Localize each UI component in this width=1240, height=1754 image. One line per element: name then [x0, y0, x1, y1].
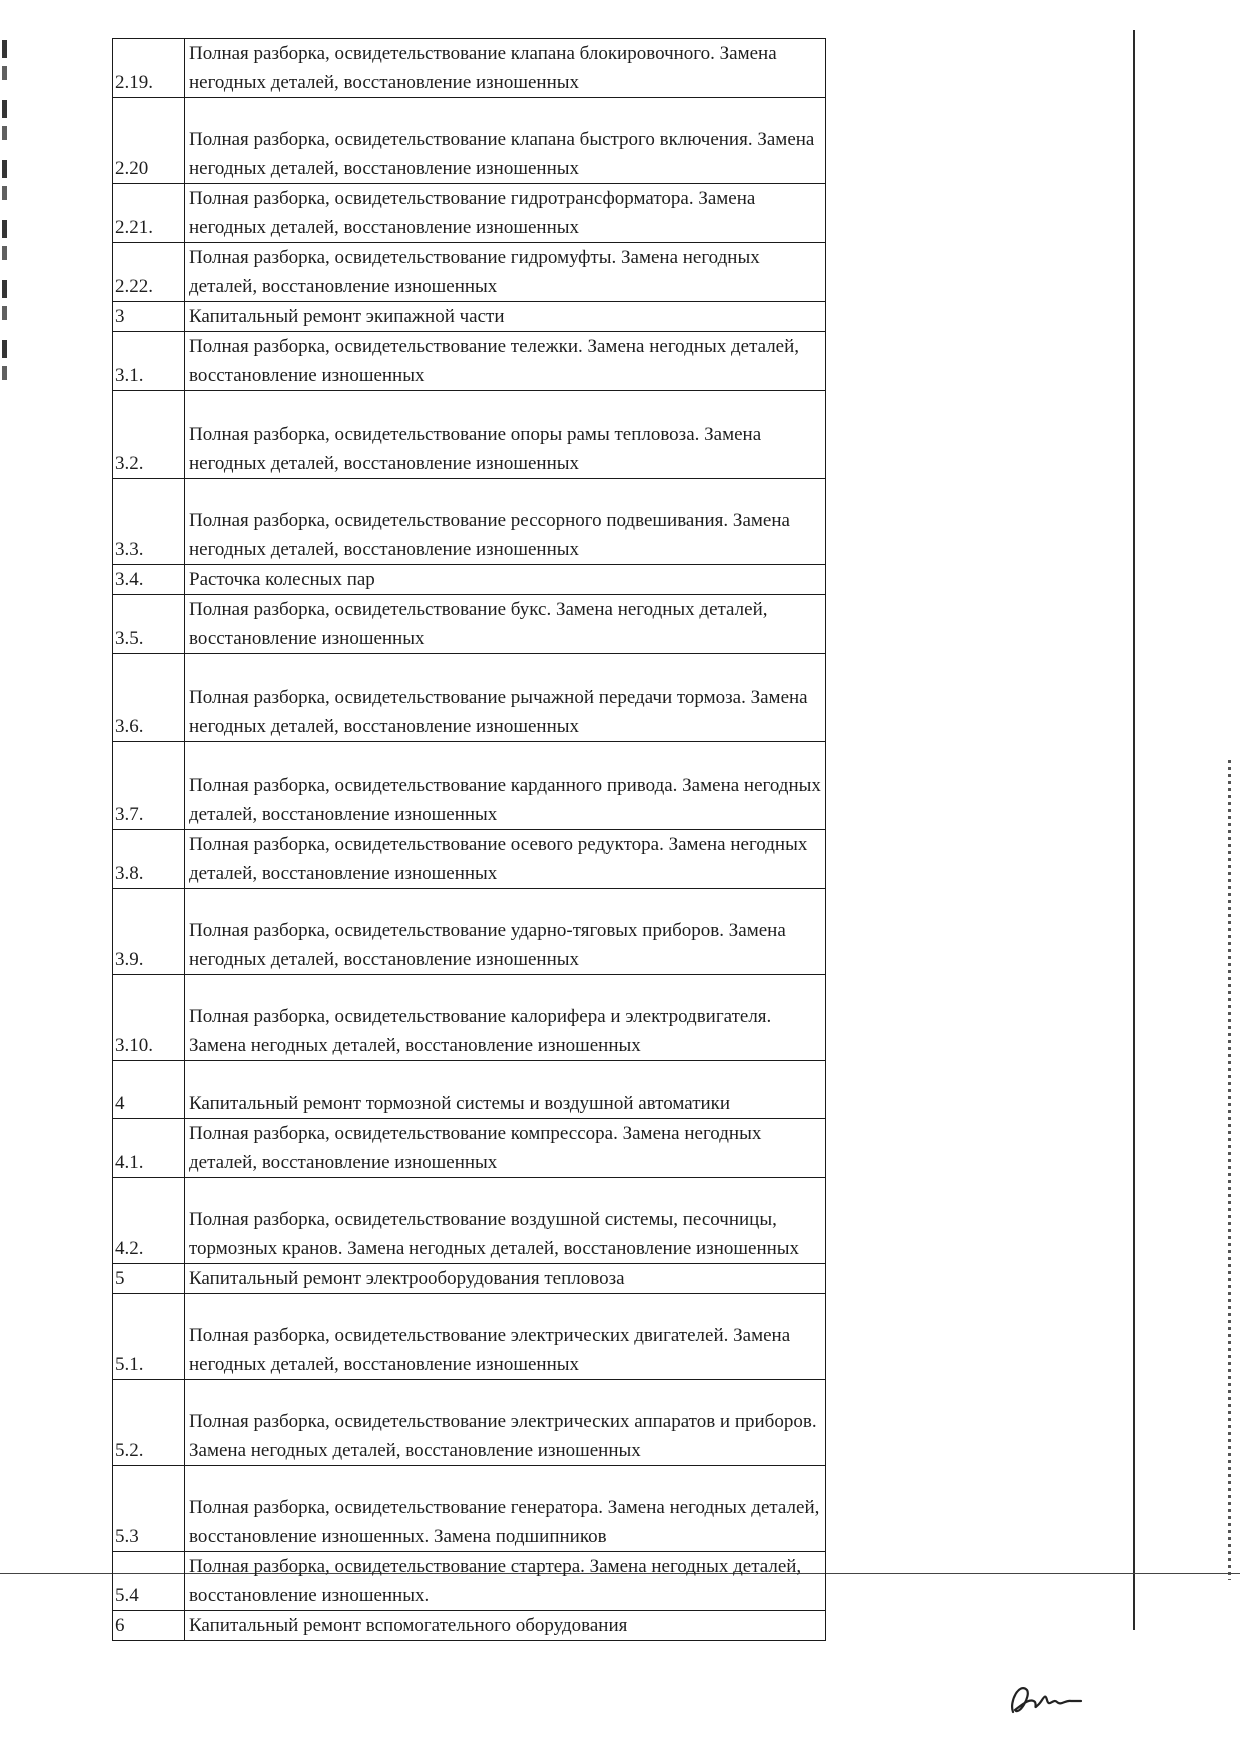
- item-number: 3.3.: [113, 479, 185, 565]
- table-row: [113, 1380, 826, 1466]
- item-number: 5.3: [113, 1466, 185, 1552]
- item-number: 5.1.: [113, 1294, 185, 1380]
- table-row: [113, 332, 826, 391]
- item-description: Полная разборка, освидетельствование гидротрансформатора. Замена негодных деталей, восстановление изношенных: [185, 184, 826, 243]
- table-row: [113, 1061, 826, 1119]
- item-description: Капитальный ремонт электрооборудования тепловоза: [185, 1264, 826, 1294]
- item-description: Полная разборка, освидетельствование электрических аппаратов и приборов. Замена негодных деталей, восстановление изношенных: [185, 1380, 826, 1466]
- table-row: [113, 479, 826, 565]
- item-number: 3.5.: [113, 595, 185, 654]
- table-row: [113, 1119, 826, 1178]
- item-description: Полная разборка, освидетельствование генератора. Замена негодных деталей, восстановление изношенных. Замена подшипников: [185, 1466, 826, 1552]
- item-description: Капитальный ремонт вспомогательного оборудования: [185, 1611, 826, 1641]
- table-row: [113, 1466, 826, 1552]
- item-description: Полная разборка, освидетельствование карданного привода. Замена негодных деталей, восстановление изношенных: [185, 742, 826, 830]
- item-description: Полная разборка, освидетельствование тележки. Замена негодных деталей, восстановление изношенных: [185, 332, 826, 391]
- item-description: Полная разборка, освидетельствование гидромуфты. Замена негодных деталей, восстановление изношенных: [185, 243, 826, 302]
- item-description: Полная разборка, освидетельствование калорифера и электродвигателя. Замена негодных деталей, восстановление изношенных: [185, 975, 826, 1061]
- table-row: [113, 654, 826, 742]
- item-description: Полная разборка, освидетельствование опоры рамы тепловоза. Замена негодных деталей, восстановление изношенных: [185, 391, 826, 479]
- item-number: 2.22.: [113, 243, 185, 302]
- item-description: Полная разборка, освидетельствование ударно-тяговых приборов. Замена негодных деталей, восстановление изношенных: [185, 889, 826, 975]
- item-number: 3.7.: [113, 742, 185, 830]
- table-row: [113, 1264, 826, 1294]
- signature-mark: [1005, 1672, 1085, 1722]
- item-number: 3.9.: [113, 889, 185, 975]
- table-row: [113, 889, 826, 975]
- table-row: [113, 565, 826, 595]
- item-description: Полная разборка, освидетельствование воздушной системы, песочницы, тормозных кранов. Замена негодных деталей, восстановление изношенных: [185, 1178, 826, 1264]
- table-row: [113, 39, 826, 98]
- item-description: Полная разборка, освидетельствование стартера. Замена негодных деталей, восстановление изношенных.: [185, 1552, 826, 1611]
- table-row: [113, 595, 826, 654]
- table-row: [113, 1552, 826, 1611]
- item-description: Полная разборка, освидетельствование клапана быстрого включения. Замена негодных деталей, восстановление изношенных: [185, 98, 826, 184]
- item-number: 3.4.: [113, 565, 185, 595]
- item-number: 3.2.: [113, 391, 185, 479]
- item-number: 2.20: [113, 98, 185, 184]
- item-number: 4: [113, 1061, 185, 1119]
- item-number: 2.21.: [113, 184, 185, 243]
- item-description: Полная разборка, освидетельствование букс. Замена негодных деталей, восстановление изношенных: [185, 595, 826, 654]
- repair-works-table: [112, 38, 826, 1641]
- item-number: 4.2.: [113, 1178, 185, 1264]
- item-number: 6: [113, 1611, 185, 1641]
- scan-edge-artifact: [2, 40, 7, 400]
- item-number: 3.6.: [113, 654, 185, 742]
- item-description: Расточка колесных пар: [185, 565, 826, 595]
- item-number: 3.1.: [113, 332, 185, 391]
- item-number: 3.8.: [113, 830, 185, 889]
- item-number: 5.2.: [113, 1380, 185, 1466]
- item-description: Капитальный ремонт экипажной части: [185, 302, 826, 332]
- table-row: [113, 1294, 826, 1380]
- table-row: [113, 302, 826, 332]
- table-row: [113, 243, 826, 302]
- table-row: [113, 184, 826, 243]
- item-description: Полная разборка, освидетельствование клапана блокировочного. Замена негодных деталей, восстановление изношенных: [185, 39, 826, 98]
- item-number: 5.4: [113, 1552, 185, 1611]
- item-description: Капитальный ремонт тормозной системы и воздушной автоматики: [185, 1061, 826, 1119]
- table-row: [113, 830, 826, 889]
- table-row: [113, 1178, 826, 1264]
- scan-dotted-edge: [1228, 760, 1231, 1580]
- item-description: Полная разборка, освидетельствование рычажной передачи тормоза. Замена негодных деталей, восстановление изношенных: [185, 654, 826, 742]
- item-description: Полная разборка, освидетельствование электрических двигателей. Замена негодных деталей, восстановление изношенных: [185, 1294, 826, 1380]
- item-number: 5: [113, 1264, 185, 1294]
- item-number: 3.10.: [113, 975, 185, 1061]
- table-row: [113, 391, 826, 479]
- item-number: 2.19.: [113, 39, 185, 98]
- item-description: Полная разборка, освидетельствование компрессора. Замена негодных деталей, восстановление изношенных: [185, 1119, 826, 1178]
- item-description: Полная разборка, освидетельствование осевого редуктора. Замена негодных деталей, восстановление изношенных: [185, 830, 826, 889]
- item-number: 4.1.: [113, 1119, 185, 1178]
- table-body: [113, 39, 826, 1641]
- item-number: 3: [113, 302, 185, 332]
- item-description: Полная разборка, освидетельствование рессорного подвешивания. Замена негодных деталей, восстановление изношенных: [185, 479, 826, 565]
- table-row: [113, 975, 826, 1061]
- table-row: [113, 742, 826, 830]
- table-row: [113, 98, 826, 184]
- scan-vertical-line: [1133, 30, 1135, 1630]
- table-row: [113, 1611, 826, 1641]
